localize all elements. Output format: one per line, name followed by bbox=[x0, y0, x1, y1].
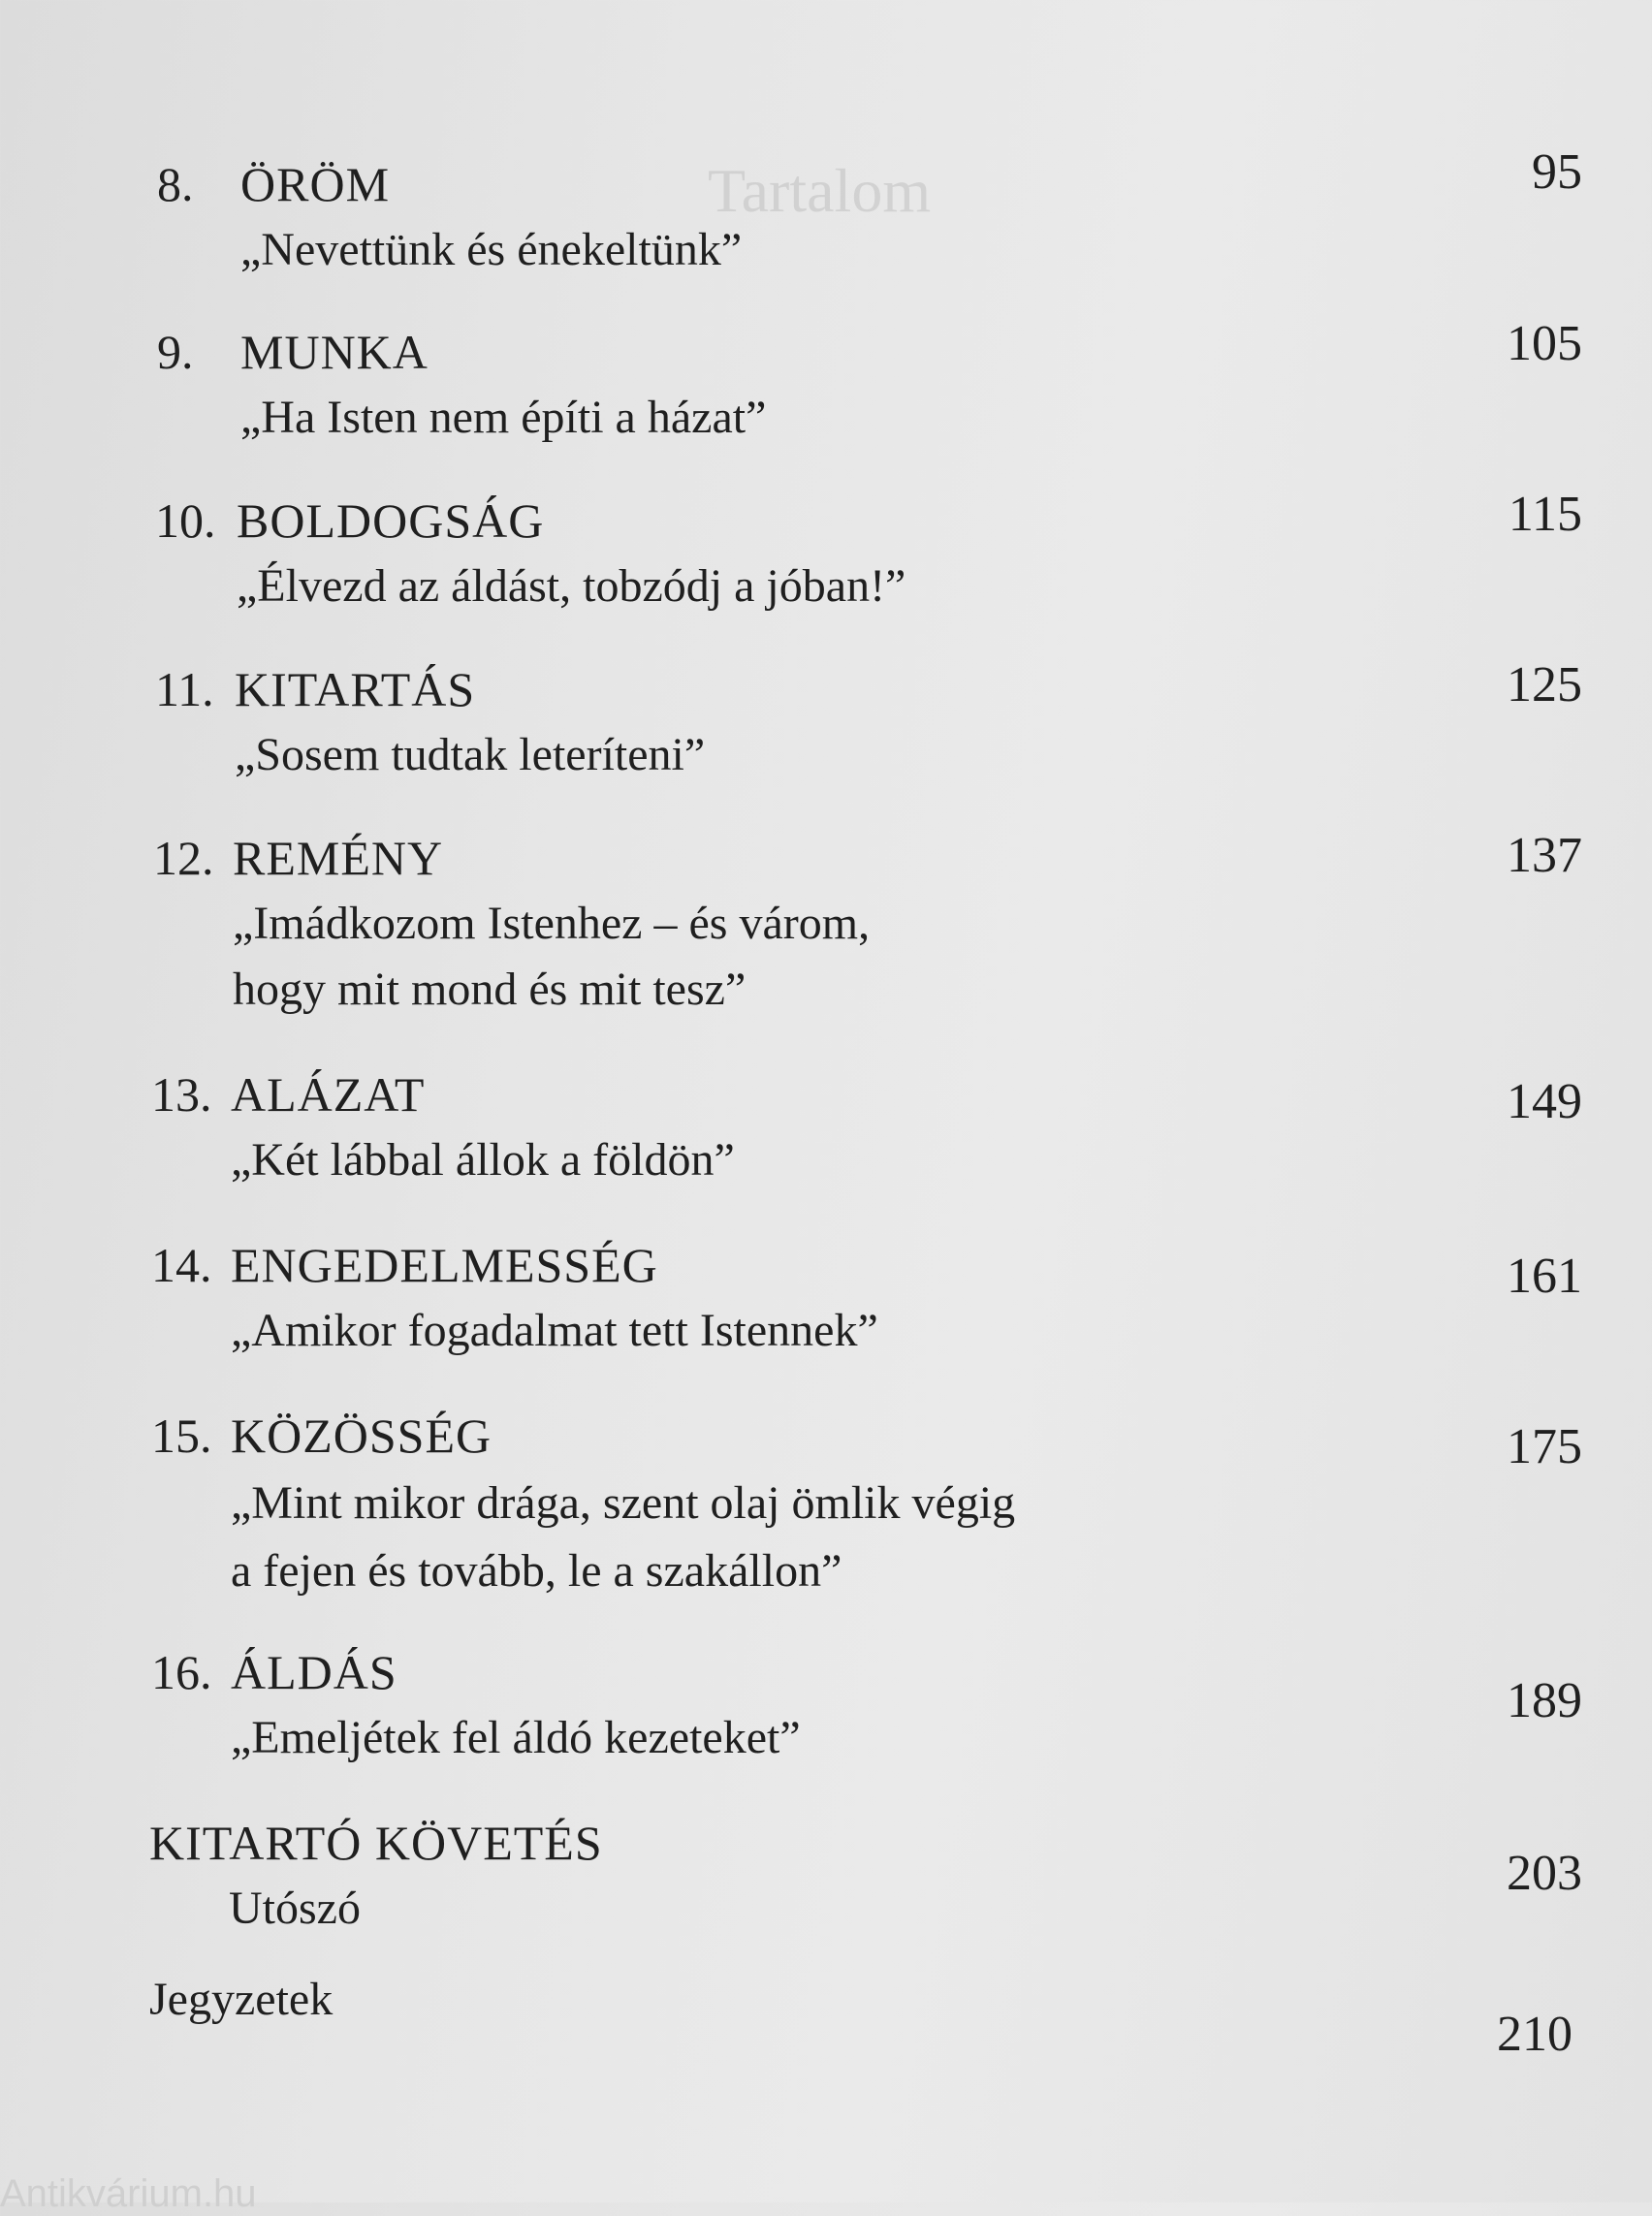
chapter-subtitle: „Imádkozom Istenhez – és várom, bbox=[233, 898, 871, 949]
chapter-subtitle: „Nevettünk és énekeltünk” bbox=[240, 224, 743, 275]
chapter-subtitle: „Két lábbal állok a földön” bbox=[231, 1134, 735, 1186]
chapter-title: KITARTÁS bbox=[235, 662, 476, 716]
page-number: 210 bbox=[1497, 2007, 1573, 2062]
page-number: 203 bbox=[1507, 1846, 1582, 1901]
chapter-subtitle-line2: a fejen és tovább, le a szakállon” bbox=[231, 1545, 842, 1597]
watermark: Antikvárium.hu bbox=[0, 2172, 257, 2215]
page-number: 189 bbox=[1507, 1673, 1582, 1728]
page-number: 125 bbox=[1507, 657, 1582, 712]
chapter-title: REMÉNY bbox=[233, 831, 444, 885]
chapter-number: 13. bbox=[151, 1067, 212, 1122]
chapter-subtitle: „Mint mikor drága, szent olaj ömlik végig bbox=[231, 1477, 1016, 1529]
chapter-number: 11. bbox=[155, 662, 214, 716]
epilogue-title: KITARTÓ KÖVETÉS bbox=[149, 1816, 603, 1870]
chapter-title: ÖRÖM bbox=[240, 157, 391, 211]
chapter-subtitle: „Ha Isten nem építi a házat” bbox=[240, 392, 767, 443]
chapter-title: BOLDOGSÁG bbox=[237, 493, 545, 548]
chapter-number: 8. bbox=[157, 157, 194, 211]
chapter-subtitle-line2: hogy mit mond és mit tesz” bbox=[233, 964, 747, 1015]
chapter-subtitle: „Amikor fogadalmat tett Istennek” bbox=[231, 1305, 878, 1356]
page-number: 95 bbox=[1532, 144, 1582, 200]
chapter-title: ENGEDELMESSÉG bbox=[231, 1238, 658, 1292]
chapter-number: 15. bbox=[151, 1409, 212, 1463]
chapter-subtitle: „Sosem tudtak leteríteni” bbox=[235, 729, 706, 780]
page-number: 115 bbox=[1508, 487, 1582, 542]
page-number: 105 bbox=[1507, 316, 1582, 371]
show-through-text: Tartalom bbox=[708, 156, 932, 225]
chapter-title: ÁLDÁS bbox=[231, 1645, 397, 1699]
chapter-number: 16. bbox=[151, 1645, 212, 1699]
page-number: 175 bbox=[1507, 1419, 1582, 1474]
chapter-number: 10. bbox=[155, 493, 216, 548]
chapter-title: MUNKA bbox=[240, 325, 429, 379]
chapter-title: ALÁZAT bbox=[231, 1067, 426, 1122]
chapter-number: 14. bbox=[151, 1238, 212, 1292]
chapter-subtitle: „Emeljétek fel áldó kezeteket” bbox=[231, 1712, 801, 1763]
chapter-title: KÖZÖSSÉG bbox=[231, 1409, 492, 1463]
chapter-subtitle: „Élvezd az áldást, tobzódj a jóban!” bbox=[237, 560, 906, 612]
page-number: 137 bbox=[1507, 828, 1582, 883]
epilogue-subtitle: Utószó bbox=[229, 1883, 361, 1934]
page-number: 149 bbox=[1507, 1074, 1582, 1129]
page-number: 161 bbox=[1507, 1249, 1582, 1304]
chapter-number: 9. bbox=[157, 325, 194, 379]
notes-title: Jegyzetek bbox=[149, 1974, 334, 2025]
chapter-number: 12. bbox=[153, 831, 214, 885]
